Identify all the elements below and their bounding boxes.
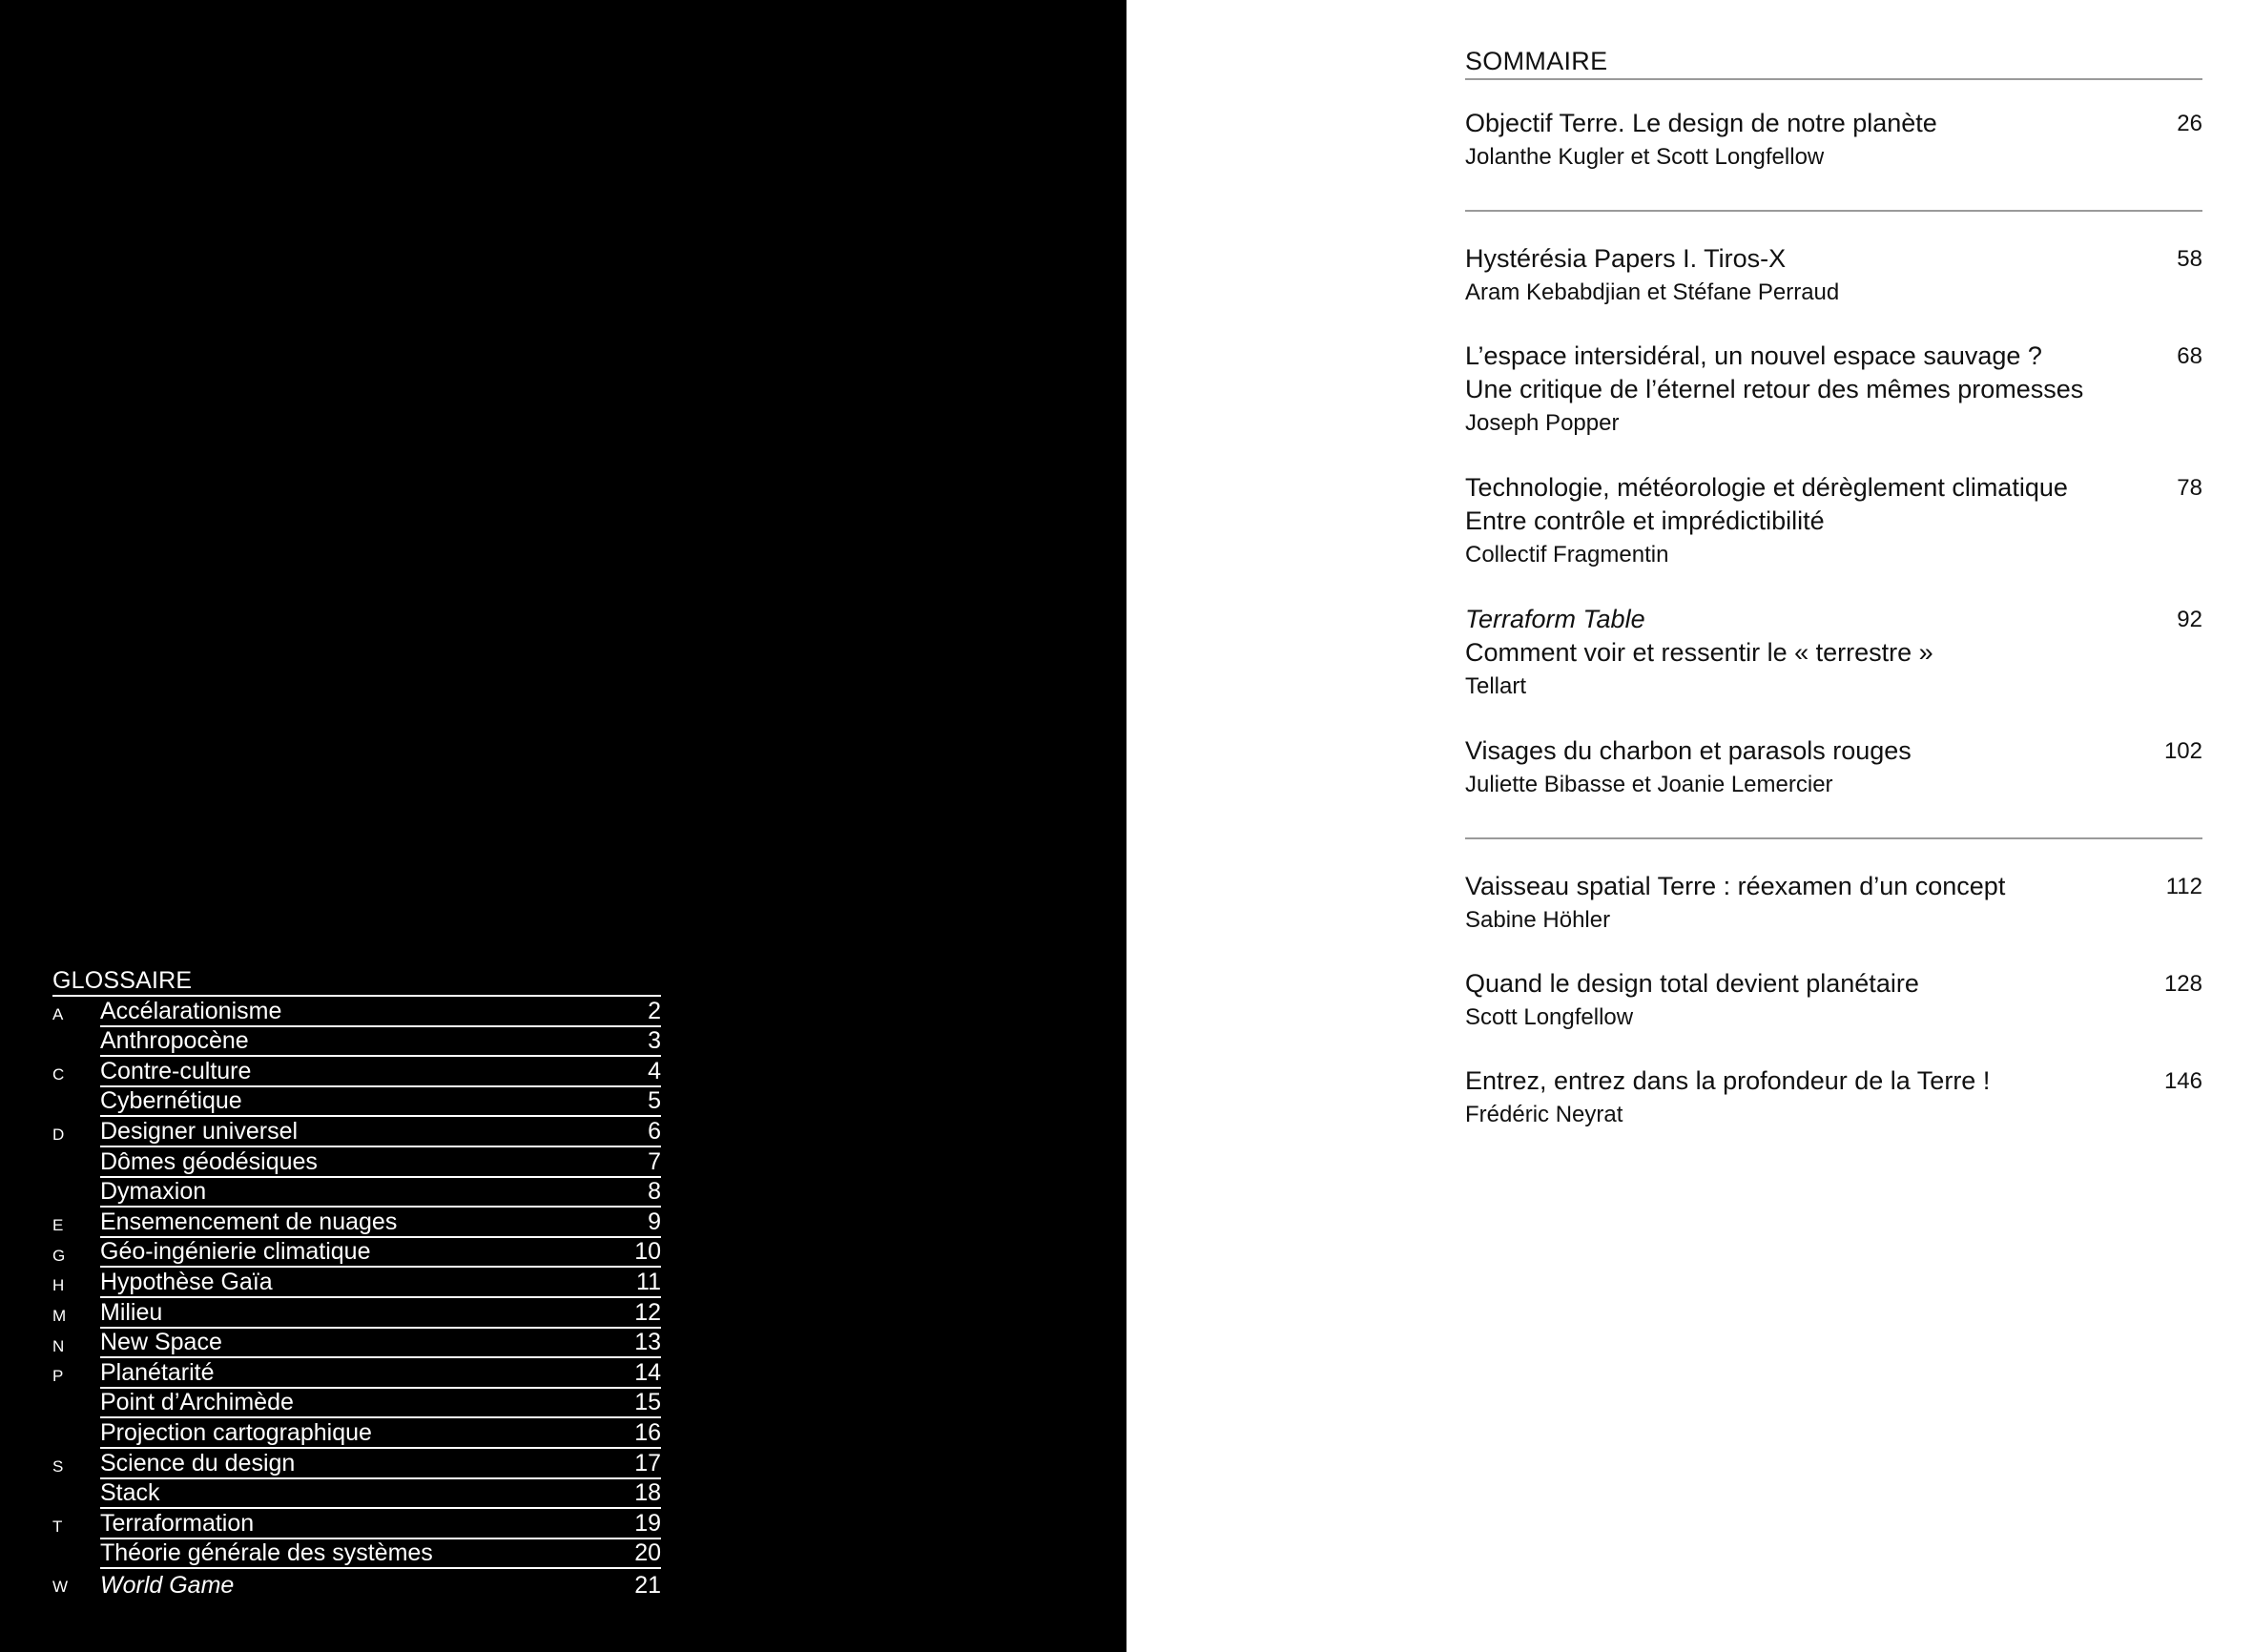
glossary-letter: C bbox=[52, 1065, 65, 1084]
toc-entry-title: Vaisseau spatial Terre : réexamen d’un concept bbox=[1465, 872, 2006, 900]
glossary-entry bbox=[52, 1449, 661, 1479]
toc-page-number: 68 bbox=[2177, 343, 2202, 369]
toc-entry bbox=[1465, 967, 2202, 1035]
glossary-letter: E bbox=[52, 1216, 64, 1235]
glossary bbox=[52, 966, 661, 1600]
toc-entry-subtitle: Entre contrôle et imprédictibilité bbox=[1465, 506, 1825, 535]
toc-page-number: 128 bbox=[2163, 971, 2202, 997]
glossary-entry bbox=[52, 1208, 661, 1238]
glossary-entry bbox=[52, 1057, 661, 1087]
toc-entry-author: Scott Longfellow bbox=[1465, 1004, 1634, 1030]
glossary-letter: D bbox=[52, 1125, 65, 1145]
section-divider bbox=[1465, 837, 2202, 839]
toc-page-number: 146 bbox=[2163, 1068, 2202, 1094]
glossary-term: Milieu bbox=[100, 1298, 163, 1326]
glossary-page-number: 11 bbox=[636, 1268, 661, 1295]
toc-entry-author: Joseph Popper bbox=[1465, 410, 1620, 436]
glossary-entry bbox=[52, 1418, 661, 1449]
glossary-page-number: 10 bbox=[634, 1238, 661, 1266]
toc-entry-author: Jolanthe Kugler et Scott Longfellow bbox=[1465, 144, 1825, 170]
glossary-term: Dômes géodésiques bbox=[100, 1147, 318, 1175]
glossary-entry bbox=[52, 1509, 661, 1539]
glossary-title: GLOSSAIRE bbox=[52, 966, 661, 997]
glossary-entry bbox=[52, 1178, 661, 1208]
glossary-entry bbox=[52, 1358, 661, 1389]
glossary-page-number: 9 bbox=[648, 1208, 661, 1235]
toc-page-number: 58 bbox=[2177, 246, 2202, 272]
glossary-page-number: 6 bbox=[648, 1117, 661, 1145]
glossary-letter: T bbox=[52, 1518, 63, 1537]
toc-entry bbox=[1465, 1064, 2202, 1132]
glossary-page-number: 15 bbox=[634, 1389, 661, 1416]
glossary-entry bbox=[52, 1569, 661, 1600]
toc-entry-subtitle: Comment voir et ressentir le « terrestre » bbox=[1465, 638, 1933, 667]
toc-entry bbox=[1465, 734, 2202, 802]
right-page bbox=[1126, 0, 2253, 1652]
glossary-page-number: 7 bbox=[648, 1147, 661, 1175]
toc-page-number: 112 bbox=[2165, 874, 2202, 899]
glossary-letter: W bbox=[52, 1578, 69, 1597]
glossary-entry bbox=[52, 997, 661, 1027]
toc-entry bbox=[1465, 603, 2202, 704]
glossary-list bbox=[52, 997, 661, 1600]
toc-entry-title: L’espace intersidéral, un nouvel espace sauvage ? bbox=[1465, 341, 2042, 370]
toc-page-number: 102 bbox=[2163, 738, 2202, 764]
table-of-contents bbox=[1465, 46, 2202, 1127]
glossary-term: Projection cartographique bbox=[100, 1418, 372, 1446]
toc-page-number: 92 bbox=[2177, 607, 2202, 632]
toc-page-number: 78 bbox=[2177, 475, 2202, 501]
glossary-entry bbox=[52, 1298, 661, 1329]
glossary-page-number: 13 bbox=[634, 1329, 661, 1356]
glossary-term: Contre-culture bbox=[100, 1057, 252, 1084]
glossary-entry bbox=[52, 1389, 661, 1419]
glossary-page-number: 16 bbox=[634, 1418, 661, 1446]
glossary-page-number: 21 bbox=[634, 1571, 661, 1599]
toc-entry-title: Visages du charbon et parasols rouges bbox=[1465, 736, 1912, 765]
glossary-page-number: 14 bbox=[634, 1358, 661, 1386]
glossary-entry bbox=[52, 1479, 661, 1510]
glossary-entry bbox=[52, 1539, 661, 1570]
glossary-page-number: 17 bbox=[634, 1449, 661, 1476]
toc-entry-author: Aram Kebabdjian et Stéfane Perraud bbox=[1465, 279, 1840, 305]
toc-entry-title: Technologie, météorologie et dérèglement climatique bbox=[1465, 473, 2068, 502]
toc-entry-author: Frédéric Neyrat bbox=[1465, 1102, 1623, 1127]
toc-page-number: 26 bbox=[2177, 111, 2202, 136]
toc-entry bbox=[1465, 870, 2202, 938]
glossary-term: Théorie générale des systèmes bbox=[100, 1539, 433, 1567]
glossary-term: Stack bbox=[100, 1479, 160, 1507]
glossary-entry bbox=[52, 1147, 661, 1178]
glossary-letter: M bbox=[52, 1306, 67, 1325]
glossary-letter: A bbox=[52, 1005, 64, 1023]
glossary-page-number: 3 bbox=[648, 1027, 661, 1055]
toc-entry-author: Sabine Höhler bbox=[1465, 907, 1611, 933]
glossary-page-number: 18 bbox=[634, 1479, 661, 1507]
toc-entry-subtitle: Une critique de l’éternel retour des mêmes promesses bbox=[1465, 375, 2084, 403]
glossary-entry bbox=[52, 1117, 661, 1147]
toc-entry-title: Objectif Terre. Le design de notre planète bbox=[1465, 109, 1937, 137]
toc-entry bbox=[1465, 107, 2202, 175]
glossary-page-number: 8 bbox=[648, 1178, 661, 1206]
glossary-term: World Game bbox=[100, 1571, 235, 1599]
glossary-page-number: 20 bbox=[634, 1539, 661, 1567]
glossary-entry bbox=[52, 1268, 661, 1298]
toc-entry-author: Collectif Fragmentin bbox=[1465, 542, 1669, 568]
glossary-term: Point d’Archimède bbox=[100, 1389, 294, 1416]
glossary-term: Cybernétique bbox=[100, 1087, 242, 1115]
glossary-term: Ensemencement de nuages bbox=[100, 1208, 398, 1235]
glossary-page-number: 5 bbox=[648, 1087, 661, 1115]
glossary-entry bbox=[52, 1087, 661, 1118]
glossary-term: Terraformation bbox=[100, 1509, 255, 1537]
glossary-page-number: 19 bbox=[634, 1509, 661, 1537]
glossary-term: Géo-ingénierie climatique bbox=[100, 1238, 371, 1266]
toc-entry-title: Hystérésia Papers I. Tiros-X bbox=[1465, 244, 1787, 273]
glossary-term: Accélarationisme bbox=[100, 997, 282, 1024]
glossary-letter: S bbox=[52, 1456, 64, 1476]
glossary-letter: G bbox=[52, 1246, 66, 1265]
glossary-letter: N bbox=[52, 1336, 65, 1355]
left-page bbox=[0, 0, 1126, 1652]
glossary-term: Hypothèse Gaïa bbox=[100, 1268, 273, 1295]
glossary-letter: P bbox=[52, 1367, 64, 1386]
section-divider bbox=[1465, 210, 2202, 212]
toc-entry-title: Terraform Table bbox=[1465, 605, 1645, 633]
toc-entry bbox=[1465, 471, 2202, 572]
glossary-term: Science du design bbox=[100, 1449, 296, 1476]
glossary-entry bbox=[52, 1329, 661, 1359]
glossary-page-number: 4 bbox=[648, 1057, 661, 1084]
toc-entry-author: Juliette Bibasse et Joanie Lemercier bbox=[1465, 772, 1833, 797]
toc-entry-author: Tellart bbox=[1465, 673, 1527, 699]
glossary-term: Anthropocène bbox=[100, 1027, 249, 1055]
glossary-term: Dymaxion bbox=[100, 1178, 207, 1206]
glossary-entry bbox=[52, 1027, 661, 1058]
glossary-page-number: 12 bbox=[634, 1298, 661, 1326]
toc-entry bbox=[1465, 340, 2202, 441]
toc-entry-title: Entrez, entrez dans la profondeur de la Terre ! bbox=[1465, 1066, 1991, 1095]
glossary-term: Designer universel bbox=[100, 1117, 299, 1145]
toc-entry bbox=[1465, 242, 2202, 310]
glossary-page-number: 2 bbox=[648, 997, 661, 1024]
glossary-term: New Space bbox=[100, 1329, 222, 1356]
glossary-entry bbox=[52, 1238, 661, 1269]
toc-entry-title: Quand le design total devient planétaire bbox=[1465, 969, 1919, 998]
toc-title: SOMMAIRE bbox=[1465, 46, 2202, 80]
glossary-term: Planétarité bbox=[100, 1358, 215, 1386]
glossary-letter: H bbox=[52, 1276, 65, 1295]
